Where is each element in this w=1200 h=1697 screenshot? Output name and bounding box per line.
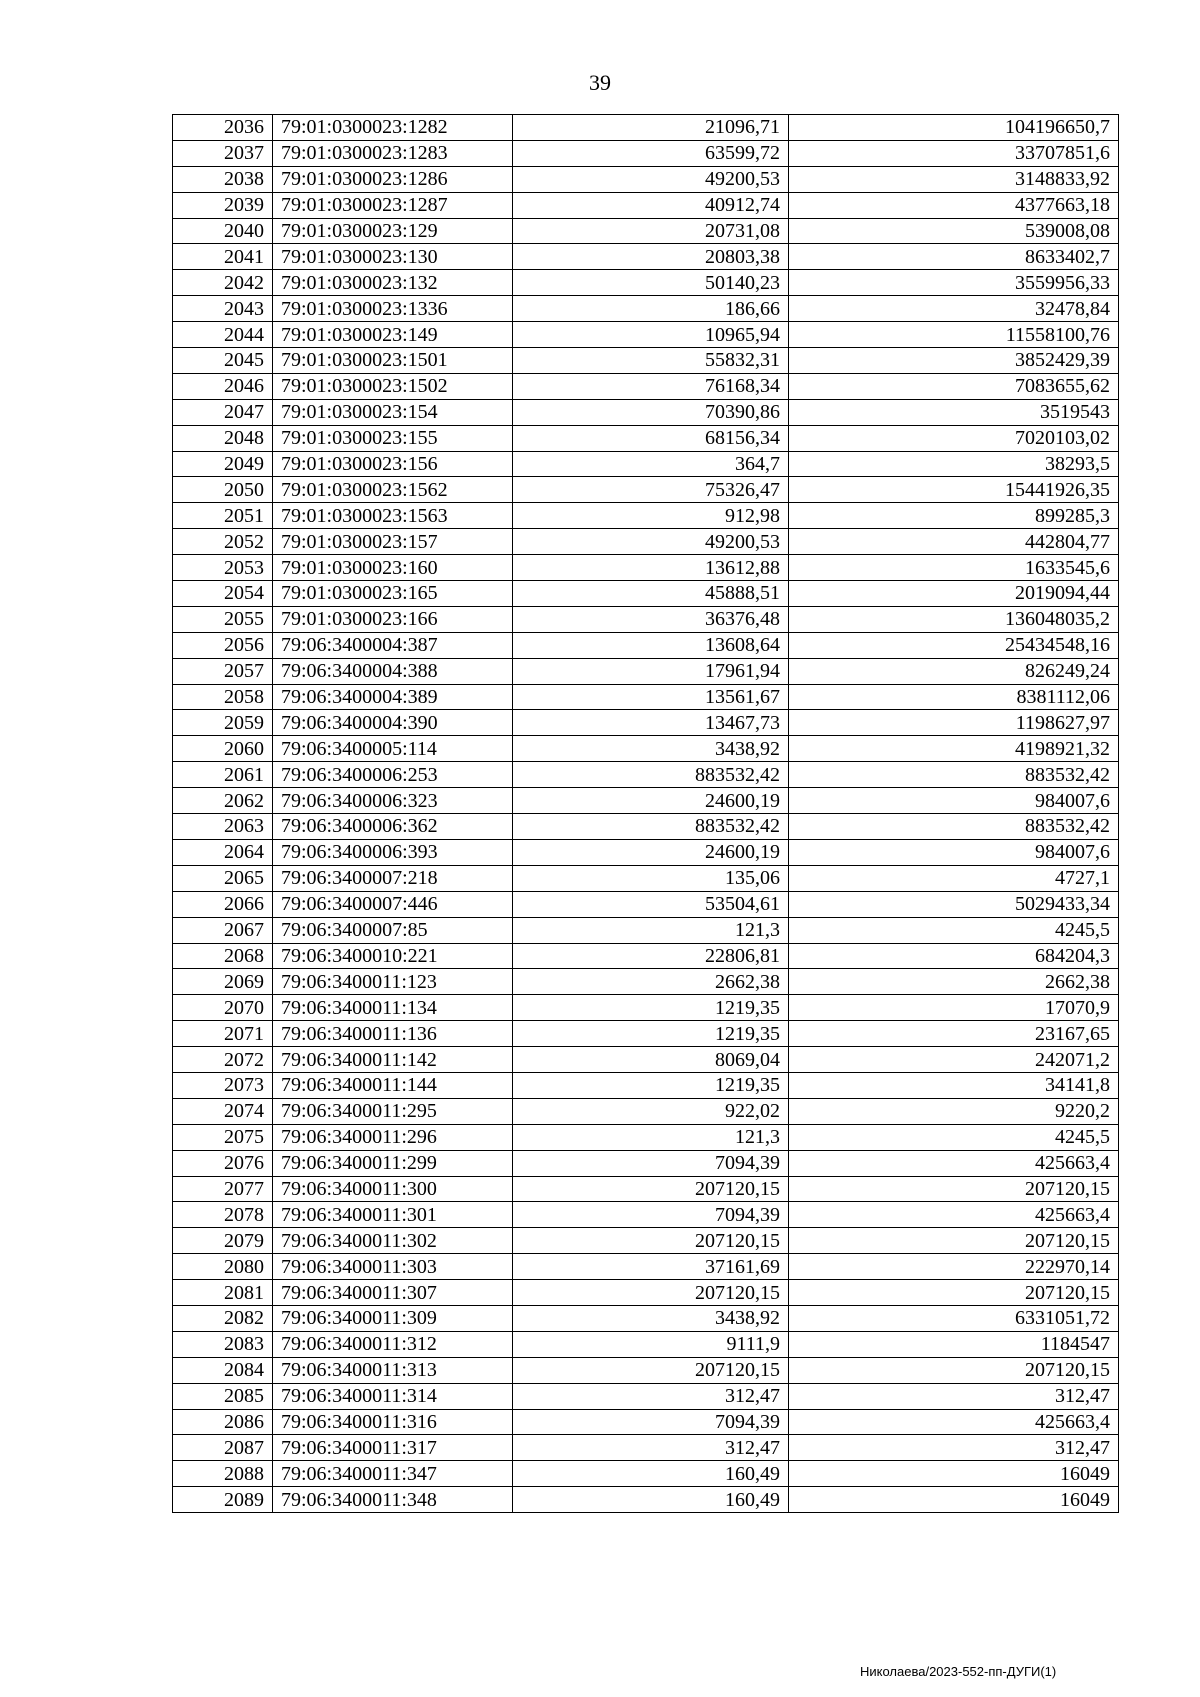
table-row: [173, 477, 1119, 503]
cadastral-number-cell: 79:01:0300023:1336: [273, 296, 513, 322]
table-row: [173, 322, 1119, 348]
table-row: [173, 917, 1119, 943]
table-row: [173, 1098, 1119, 1124]
value-1-cell: 20731,08: [513, 218, 789, 244]
value-2-cell: 207120,15: [789, 1280, 1119, 1306]
value-2-cell: 7020103,02: [789, 425, 1119, 451]
row-number-cell: 2071: [173, 1021, 273, 1047]
table-row: [173, 140, 1119, 166]
table-row: [173, 425, 1119, 451]
value-1-cell: 10965,94: [513, 322, 789, 348]
cadastral-number-cell: 79:01:0300023:165: [273, 581, 513, 607]
row-number-cell: 2042: [173, 270, 273, 296]
cadastral-number-cell: 79:06:3400011:348: [273, 1487, 513, 1513]
row-number-cell: 2063: [173, 814, 273, 840]
cadastral-number-cell: 79:06:3400004:389: [273, 684, 513, 710]
value-2-cell: 207120,15: [789, 1176, 1119, 1202]
table-row: [173, 1383, 1119, 1409]
row-number-cell: 2046: [173, 373, 273, 399]
page-number: 39: [589, 70, 611, 95]
value-2-cell: 684204,3: [789, 943, 1119, 969]
value-2-cell: 25434548,16: [789, 632, 1119, 658]
value-1-cell: 912,98: [513, 503, 789, 529]
value-2-cell: 207120,15: [789, 1357, 1119, 1383]
table-row: [173, 244, 1119, 270]
table-row: [173, 1254, 1119, 1280]
value-1-cell: 49200,53: [513, 166, 789, 192]
row-number-cell: 2074: [173, 1098, 273, 1124]
row-number-cell: 2086: [173, 1409, 273, 1435]
cadastral-number-cell: 79:06:3400011:300: [273, 1176, 513, 1202]
cadastral-number-cell: 79:06:3400007:218: [273, 865, 513, 891]
row-number-cell: 2047: [173, 399, 273, 425]
row-number-cell: 2049: [173, 451, 273, 477]
cadastral-number-cell: 79:06:3400011:134: [273, 995, 513, 1021]
row-number-cell: 2068: [173, 943, 273, 969]
value-2-cell: 3519543: [789, 399, 1119, 425]
cadastral-number-cell: 79:06:3400011:303: [273, 1254, 513, 1280]
table-row: [173, 1435, 1119, 1461]
value-2-cell: 425663,4: [789, 1150, 1119, 1176]
cadastral-number-cell: 79:06:3400011:317: [273, 1435, 513, 1461]
table-row: [173, 839, 1119, 865]
value-1-cell: 49200,53: [513, 529, 789, 555]
value-2-cell: 883532,42: [789, 762, 1119, 788]
cadastral-number-cell: 79:01:0300023:132: [273, 270, 513, 296]
value-2-cell: 4245,5: [789, 1124, 1119, 1150]
table-row: [173, 658, 1119, 684]
table-row: [173, 1124, 1119, 1150]
table-row: [173, 1047, 1119, 1073]
table-row: [173, 632, 1119, 658]
value-1-cell: 21096,71: [513, 115, 789, 141]
value-2-cell: 242071,2: [789, 1047, 1119, 1073]
value-1-cell: 20803,38: [513, 244, 789, 270]
value-2-cell: 23167,65: [789, 1021, 1119, 1047]
row-number-cell: 2056: [173, 632, 273, 658]
value-1-cell: 1219,35: [513, 995, 789, 1021]
value-2-cell: 984007,6: [789, 788, 1119, 814]
value-1-cell: 135,06: [513, 865, 789, 891]
table-row: [173, 373, 1119, 399]
value-1-cell: 70390,86: [513, 399, 789, 425]
cadastral-number-cell: 79:06:3400011:307: [273, 1280, 513, 1306]
value-2-cell: 16049: [789, 1487, 1119, 1513]
cadastral-number-cell: 79:01:0300023:130: [273, 244, 513, 270]
value-1-cell: 883532,42: [513, 762, 789, 788]
value-2-cell: 312,47: [789, 1383, 1119, 1409]
row-number-cell: 2085: [173, 1383, 273, 1409]
value-1-cell: 3438,92: [513, 1305, 789, 1331]
value-1-cell: 22806,81: [513, 943, 789, 969]
cadastral-number-cell: 79:01:0300023:1287: [273, 192, 513, 218]
table-row: [173, 1150, 1119, 1176]
value-2-cell: 4245,5: [789, 917, 1119, 943]
table-row: [173, 1409, 1119, 1435]
cadastral-number-cell: 79:01:0300023:154: [273, 399, 513, 425]
value-1-cell: 3438,92: [513, 736, 789, 762]
cadastral-number-cell: 79:06:3400006:253: [273, 762, 513, 788]
table-row: [173, 529, 1119, 555]
table-row: [173, 1072, 1119, 1098]
cadastral-number-cell: 79:06:3400011:316: [273, 1409, 513, 1435]
table-row: [173, 192, 1119, 218]
row-number-cell: 2066: [173, 891, 273, 917]
row-number-cell: 2045: [173, 348, 273, 374]
table-row: [173, 115, 1119, 141]
table-row: [173, 969, 1119, 995]
table-row: [173, 348, 1119, 374]
value-1-cell: 13612,88: [513, 555, 789, 581]
value-2-cell: 442804,77: [789, 529, 1119, 555]
row-number-cell: 2057: [173, 658, 273, 684]
table-row: [173, 1280, 1119, 1306]
value-1-cell: 36376,48: [513, 606, 789, 632]
row-number-cell: 2070: [173, 995, 273, 1021]
value-2-cell: 6331051,72: [789, 1305, 1119, 1331]
row-number-cell: 2043: [173, 296, 273, 322]
row-number-cell: 2039: [173, 192, 273, 218]
value-1-cell: 7094,39: [513, 1150, 789, 1176]
value-1-cell: 75326,47: [513, 477, 789, 503]
data-table: [172, 114, 1119, 1513]
table-row: [173, 606, 1119, 632]
footer-document-id: Николаева/2023-552-пп-ДУГИ(1): [860, 1664, 1057, 1679]
value-2-cell: 8633402,7: [789, 244, 1119, 270]
cadastral-number-cell: 79:01:0300023:166: [273, 606, 513, 632]
row-number-cell: 2061: [173, 762, 273, 788]
table-row: [173, 995, 1119, 1021]
value-2-cell: 104196650,7: [789, 115, 1119, 141]
value-1-cell: 24600,19: [513, 788, 789, 814]
table-row: [173, 451, 1119, 477]
cadastral-number-cell: 79:06:3400006:393: [273, 839, 513, 865]
row-number-cell: 2072: [173, 1047, 273, 1073]
value-1-cell: 45888,51: [513, 581, 789, 607]
row-number-cell: 2053: [173, 555, 273, 581]
cadastral-number-cell: 79:06:3400011:347: [273, 1461, 513, 1487]
value-2-cell: 32478,84: [789, 296, 1119, 322]
table-row: [173, 1202, 1119, 1228]
value-1-cell: 364,7: [513, 451, 789, 477]
value-1-cell: 13467,73: [513, 710, 789, 736]
value-2-cell: 17070,9: [789, 995, 1119, 1021]
row-number-cell: 2077: [173, 1176, 273, 1202]
cadastral-number-cell: 79:01:0300023:1563: [273, 503, 513, 529]
row-number-cell: 2044: [173, 322, 273, 348]
cadastral-number-cell: 79:06:3400011:312: [273, 1331, 513, 1357]
value-2-cell: 7083655,62: [789, 373, 1119, 399]
value-1-cell: 53504,61: [513, 891, 789, 917]
table-row: [173, 555, 1119, 581]
table-row: [173, 788, 1119, 814]
cadastral-number-cell: 79:06:3400011:142: [273, 1047, 513, 1073]
table-row: [173, 1176, 1119, 1202]
value-2-cell: 38293,5: [789, 451, 1119, 477]
value-1-cell: 160,49: [513, 1487, 789, 1513]
value-2-cell: 3852429,39: [789, 348, 1119, 374]
cadastral-number-cell: 79:01:0300023:155: [273, 425, 513, 451]
cadastral-number-cell: 79:01:0300023:129: [273, 218, 513, 244]
cadastral-number-cell: 79:06:3400011:123: [273, 969, 513, 995]
table-row: [173, 865, 1119, 891]
value-1-cell: 9111,9: [513, 1331, 789, 1357]
cadastral-number-cell: 79:01:0300023:1283: [273, 140, 513, 166]
table-body: [173, 115, 1119, 1513]
value-2-cell: 312,47: [789, 1435, 1119, 1461]
row-number-cell: 2059: [173, 710, 273, 736]
row-number-cell: 2054: [173, 581, 273, 607]
row-number-cell: 2062: [173, 788, 273, 814]
table-row: [173, 1021, 1119, 1047]
cadastral-number-cell: 79:06:3400011:314: [273, 1383, 513, 1409]
cadastral-number-cell: 79:06:3400011:136: [273, 1021, 513, 1047]
row-number-cell: 2041: [173, 244, 273, 270]
value-1-cell: 922,02: [513, 1098, 789, 1124]
value-1-cell: 160,49: [513, 1461, 789, 1487]
row-number-cell: 2075: [173, 1124, 273, 1150]
value-1-cell: 50140,23: [513, 270, 789, 296]
row-number-cell: 2038: [173, 166, 273, 192]
row-number-cell: 2073: [173, 1072, 273, 1098]
row-number-cell: 2089: [173, 1487, 273, 1513]
cadastral-number-cell: 79:06:3400006:362: [273, 814, 513, 840]
cadastral-number-cell: 79:01:0300023:1286: [273, 166, 513, 192]
value-1-cell: 76168,34: [513, 373, 789, 399]
table-row: [173, 943, 1119, 969]
row-number-cell: 2055: [173, 606, 273, 632]
row-number-cell: 2037: [173, 140, 273, 166]
value-1-cell: 186,66: [513, 296, 789, 322]
table-row: [173, 1305, 1119, 1331]
row-number-cell: 2076: [173, 1150, 273, 1176]
value-1-cell: 37161,69: [513, 1254, 789, 1280]
value-2-cell: 9220,2: [789, 1098, 1119, 1124]
row-number-cell: 2036: [173, 115, 273, 141]
value-1-cell: 1219,35: [513, 1021, 789, 1047]
cadastral-number-cell: 79:06:3400007:85: [273, 917, 513, 943]
value-1-cell: 13561,67: [513, 684, 789, 710]
cadastral-number-cell: 79:01:0300023:160: [273, 555, 513, 581]
value-1-cell: 13608,64: [513, 632, 789, 658]
value-2-cell: 16049: [789, 1461, 1119, 1487]
row-number-cell: 2083: [173, 1331, 273, 1357]
value-2-cell: 15441926,35: [789, 477, 1119, 503]
value-2-cell: 899285,3: [789, 503, 1119, 529]
row-number-cell: 2088: [173, 1461, 273, 1487]
table-row: [173, 762, 1119, 788]
value-1-cell: 68156,34: [513, 425, 789, 451]
cadastral-number-cell: 79:06:3400011:296: [273, 1124, 513, 1150]
cadastral-number-cell: 79:01:0300023:157: [273, 529, 513, 555]
table-row: [173, 891, 1119, 917]
value-1-cell: 1219,35: [513, 1072, 789, 1098]
value-1-cell: 8069,04: [513, 1047, 789, 1073]
value-2-cell: 5029433,34: [789, 891, 1119, 917]
value-1-cell: 207120,15: [513, 1280, 789, 1306]
value-1-cell: 55832,31: [513, 348, 789, 374]
value-2-cell: 425663,4: [789, 1202, 1119, 1228]
cadastral-number-cell: 79:06:3400004:387: [273, 632, 513, 658]
cadastral-number-cell: 79:01:0300023:1502: [273, 373, 513, 399]
value-1-cell: 207120,15: [513, 1228, 789, 1254]
cadastral-number-cell: 79:06:3400010:221: [273, 943, 513, 969]
table-row: [173, 1357, 1119, 1383]
table-row: [173, 166, 1119, 192]
value-2-cell: 2019094,44: [789, 581, 1119, 607]
cadastral-number-cell: 79:06:3400007:446: [273, 891, 513, 917]
value-1-cell: 2662,38: [513, 969, 789, 995]
value-1-cell: 312,47: [513, 1383, 789, 1409]
cadastral-number-cell: 79:01:0300023:1501: [273, 348, 513, 374]
cadastral-number-cell: 79:06:3400011:144: [273, 1072, 513, 1098]
table-row: [173, 581, 1119, 607]
row-number-cell: 2084: [173, 1357, 273, 1383]
value-2-cell: 4727,1: [789, 865, 1119, 891]
value-2-cell: 34141,8: [789, 1072, 1119, 1098]
value-1-cell: 883532,42: [513, 814, 789, 840]
value-2-cell: 207120,15: [789, 1228, 1119, 1254]
value-2-cell: 222970,14: [789, 1254, 1119, 1280]
table-row: [173, 1461, 1119, 1487]
value-2-cell: 1184547: [789, 1331, 1119, 1357]
cadastral-number-cell: 79:06:3400005:114: [273, 736, 513, 762]
row-number-cell: 2064: [173, 839, 273, 865]
value-2-cell: 33707851,6: [789, 140, 1119, 166]
row-number-cell: 2081: [173, 1280, 273, 1306]
value-2-cell: 425663,4: [789, 1409, 1119, 1435]
value-1-cell: 7094,39: [513, 1202, 789, 1228]
value-1-cell: 63599,72: [513, 140, 789, 166]
cadastral-number-cell: 79:06:3400011:302: [273, 1228, 513, 1254]
value-2-cell: 3148833,92: [789, 166, 1119, 192]
value-2-cell: 2662,38: [789, 969, 1119, 995]
cadastral-number-cell: 79:01:0300023:1282: [273, 115, 513, 141]
cadastral-number-cell: 79:06:3400004:390: [273, 710, 513, 736]
value-2-cell: 826249,24: [789, 658, 1119, 684]
value-1-cell: 24600,19: [513, 839, 789, 865]
value-1-cell: 17961,94: [513, 658, 789, 684]
table-row: [173, 1487, 1119, 1513]
cadastral-number-cell: 79:06:3400011:301: [273, 1202, 513, 1228]
row-number-cell: 2060: [173, 736, 273, 762]
table-row: [173, 296, 1119, 322]
value-1-cell: 207120,15: [513, 1176, 789, 1202]
value-2-cell: 1633545,6: [789, 555, 1119, 581]
row-number-cell: 2052: [173, 529, 273, 555]
table-row: [173, 399, 1119, 425]
value-2-cell: 3559956,33: [789, 270, 1119, 296]
row-number-cell: 2058: [173, 684, 273, 710]
row-number-cell: 2069: [173, 969, 273, 995]
table-row: [173, 218, 1119, 244]
value-2-cell: 11558100,76: [789, 322, 1119, 348]
cadastral-number-cell: 79:06:3400011:309: [273, 1305, 513, 1331]
table-row: [173, 736, 1119, 762]
row-number-cell: 2067: [173, 917, 273, 943]
value-1-cell: 312,47: [513, 1435, 789, 1461]
value-1-cell: 121,3: [513, 917, 789, 943]
cadastral-number-cell: 79:06:3400011:295: [273, 1098, 513, 1124]
table-row: [173, 684, 1119, 710]
row-number-cell: 2040: [173, 218, 273, 244]
table-row: [173, 1228, 1119, 1254]
table-row: [173, 1331, 1119, 1357]
table-row: [173, 814, 1119, 840]
value-2-cell: 8381112,06: [789, 684, 1119, 710]
table-row: [173, 503, 1119, 529]
cadastral-number-cell: 79:06:3400004:388: [273, 658, 513, 684]
value-2-cell: 4377663,18: [789, 192, 1119, 218]
row-number-cell: 2079: [173, 1228, 273, 1254]
row-number-cell: 2050: [173, 477, 273, 503]
value-2-cell: 4198921,32: [789, 736, 1119, 762]
row-number-cell: 2080: [173, 1254, 273, 1280]
value-2-cell: 136048035,2: [789, 606, 1119, 632]
cadastral-number-cell: 79:01:0300023:149: [273, 322, 513, 348]
value-2-cell: 883532,42: [789, 814, 1119, 840]
cadastral-number-cell: 79:06:3400006:323: [273, 788, 513, 814]
table-row: [173, 270, 1119, 296]
value-1-cell: 207120,15: [513, 1357, 789, 1383]
value-1-cell: 121,3: [513, 1124, 789, 1150]
row-number-cell: 2078: [173, 1202, 273, 1228]
cadastral-number-cell: 79:01:0300023:1562: [273, 477, 513, 503]
table-row: [173, 710, 1119, 736]
value-1-cell: 7094,39: [513, 1409, 789, 1435]
row-number-cell: 2087: [173, 1435, 273, 1461]
cadastral-number-cell: 79:06:3400011:313: [273, 1357, 513, 1383]
cadastral-number-cell: 79:01:0300023:156: [273, 451, 513, 477]
cadastral-number-cell: 79:06:3400011:299: [273, 1150, 513, 1176]
row-number-cell: 2082: [173, 1305, 273, 1331]
value-2-cell: 539008,08: [789, 218, 1119, 244]
value-2-cell: 1198627,97: [789, 710, 1119, 736]
row-number-cell: 2065: [173, 865, 273, 891]
value-2-cell: 984007,6: [789, 839, 1119, 865]
row-number-cell: 2051: [173, 503, 273, 529]
value-1-cell: 40912,74: [513, 192, 789, 218]
row-number-cell: 2048: [173, 425, 273, 451]
